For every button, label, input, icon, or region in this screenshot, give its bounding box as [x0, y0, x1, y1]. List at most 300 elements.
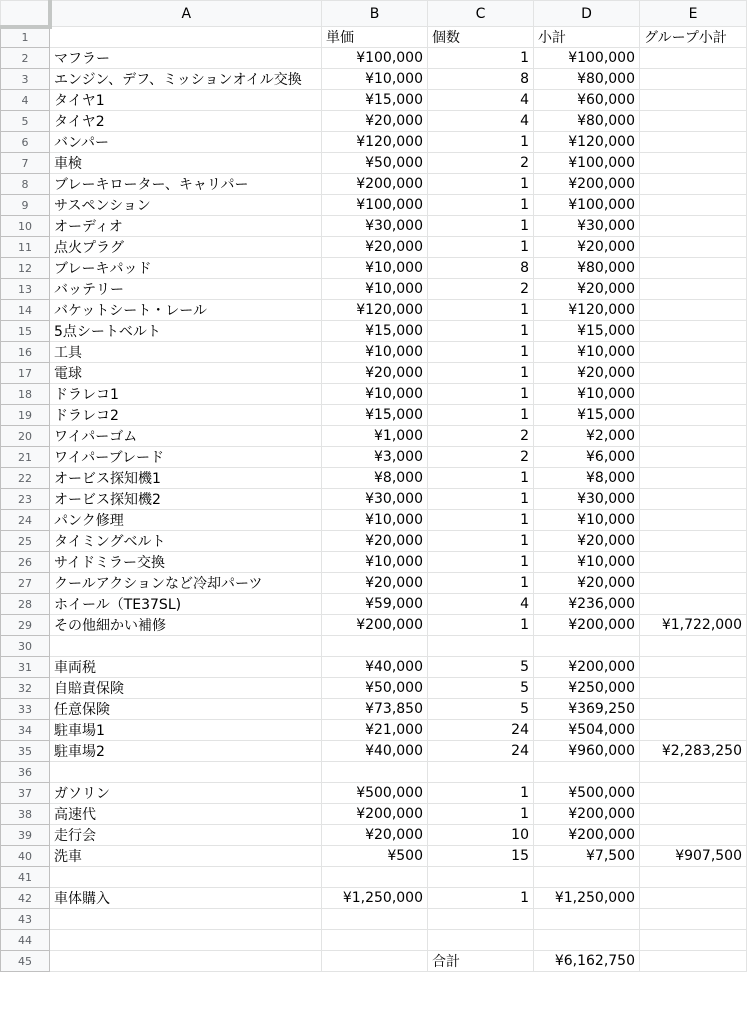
cell-unit-price[interactable]: ¥1,250,000	[322, 888, 428, 909]
cell-unit-price[interactable]: ¥20,000	[322, 363, 428, 384]
cell-unit-price[interactable]: ¥20,000	[322, 573, 428, 594]
table-row	[1, 195, 747, 216]
cell-item-name[interactable]: バンパー	[50, 132, 322, 153]
cell-unit-price[interactable]: ¥10,000	[322, 552, 428, 573]
cell-group-subtotal[interactable]	[640, 468, 747, 489]
cell-quantity[interactable]: 1	[428, 363, 534, 384]
cell-group-subtotal[interactable]	[640, 69, 747, 90]
row-header[interactable]: 9	[1, 195, 50, 216]
cell-subtotal[interactable]: ¥7,500	[534, 846, 640, 867]
row-header[interactable]: 20	[1, 426, 50, 447]
cell-subtotal[interactable]	[534, 909, 640, 930]
cell-subtotal[interactable]: ¥6,000	[534, 447, 640, 468]
cell-quantity[interactable]: 10	[428, 825, 534, 846]
cell-quantity[interactable]: 5	[428, 678, 534, 699]
cell-item-name[interactable]: 電球	[50, 363, 322, 384]
table-row	[1, 48, 747, 69]
cell-subtotal[interactable]: ¥6,162,750	[534, 951, 640, 972]
cell-group-subtotal[interactable]	[640, 153, 747, 174]
cell-item-name[interactable]: ブレーキローター、キャリパー	[50, 174, 322, 195]
cell-quantity[interactable]: 1	[428, 510, 534, 531]
cell-group-subtotal[interactable]	[640, 279, 747, 300]
cell-quantity[interactable]: 1	[428, 615, 534, 636]
cell-unit-price[interactable]: ¥100,000	[322, 48, 428, 69]
cell-quantity[interactable]: 1	[428, 300, 534, 321]
cell-item-name[interactable]: タイミングベルト	[50, 531, 322, 552]
row-header[interactable]: 4	[1, 90, 50, 111]
row-header[interactable]: 38	[1, 804, 50, 825]
cell-subtotal[interactable]: ¥10,000	[534, 510, 640, 531]
cell-quantity[interactable]: 1	[428, 468, 534, 489]
table-row	[1, 258, 747, 279]
cell-quantity[interactable]: 1	[428, 384, 534, 405]
cell-unit-price[interactable]: ¥20,000	[322, 825, 428, 846]
cell-subtotal[interactable]	[534, 762, 640, 783]
cell-group-subtotal[interactable]	[640, 195, 747, 216]
cell-group-subtotal[interactable]	[640, 174, 747, 195]
cell-unit-price[interactable]: ¥500,000	[322, 783, 428, 804]
cell-group-subtotal[interactable]	[640, 132, 747, 153]
cell-group-subtotal[interactable]: グループ小計	[640, 27, 747, 48]
cell-group-subtotal[interactable]	[640, 573, 747, 594]
table-row	[1, 615, 747, 636]
cell-quantity[interactable]: 1	[428, 573, 534, 594]
row-header[interactable]: 37	[1, 783, 50, 804]
row-header[interactable]: 19	[1, 405, 50, 426]
cell-item-name[interactable]: オーディオ	[50, 216, 322, 237]
cell-subtotal[interactable]: ¥10,000	[534, 384, 640, 405]
cell-subtotal[interactable]: ¥500,000	[534, 783, 640, 804]
cell-group-subtotal[interactable]	[640, 405, 747, 426]
cell-group-subtotal[interactable]	[640, 783, 747, 804]
cell-subtotal[interactable]: ¥120,000	[534, 132, 640, 153]
cell-item-name[interactable]: 駐車場1	[50, 720, 322, 741]
cell-unit-price[interactable]: ¥50,000	[322, 153, 428, 174]
table-row	[1, 300, 747, 321]
cell-item-name[interactable]: 5点シートベルト	[50, 321, 322, 342]
cell-item-name[interactable]: 駐車場2	[50, 741, 322, 762]
table-row	[1, 888, 747, 909]
cell-quantity[interactable]: 2	[428, 279, 534, 300]
row-header[interactable]: 30	[1, 636, 50, 657]
table-row	[1, 237, 747, 258]
column-header-e[interactable]: E	[640, 1, 747, 27]
cell-subtotal[interactable]: ¥504,000	[534, 720, 640, 741]
cell-unit-price[interactable]: ¥73,850	[322, 699, 428, 720]
cell-unit-price[interactable]: ¥120,000	[322, 300, 428, 321]
cell-subtotal[interactable]: ¥236,000	[534, 594, 640, 615]
table-row	[1, 216, 747, 237]
cell-quantity[interactable]: 8	[428, 258, 534, 279]
cell-quantity[interactable]	[428, 867, 534, 888]
cell-unit-price[interactable]: ¥8,000	[322, 468, 428, 489]
cell-subtotal[interactable]: ¥80,000	[534, 69, 640, 90]
cell-quantity[interactable]: 2	[428, 153, 534, 174]
cell-subtotal[interactable]: ¥1,250,000	[534, 888, 640, 909]
cell-quantity[interactable]: 1	[428, 342, 534, 363]
cell-subtotal[interactable]: ¥960,000	[534, 741, 640, 762]
cell-quantity[interactable]	[428, 930, 534, 951]
cell-subtotal[interactable]: 小計	[534, 27, 640, 48]
cell-unit-price[interactable]: ¥40,000	[322, 741, 428, 762]
cell-item-name[interactable]: 点火プラグ	[50, 237, 322, 258]
cell-unit-price[interactable]: ¥3,000	[322, 447, 428, 468]
cell-unit-price[interactable]: ¥21,000	[322, 720, 428, 741]
cell-quantity[interactable]: 1	[428, 888, 534, 909]
cell-item-name[interactable]: 車体購入	[50, 888, 322, 909]
row-header[interactable]: 27	[1, 573, 50, 594]
cell-subtotal[interactable]: ¥250,000	[534, 678, 640, 699]
cell-subtotal[interactable]: ¥200,000	[534, 825, 640, 846]
cell-quantity[interactable]: 合計	[428, 951, 534, 972]
cell-quantity[interactable]	[428, 636, 534, 657]
cell-group-subtotal[interactable]	[640, 657, 747, 678]
cell-quantity[interactable]: 5	[428, 657, 534, 678]
cell-group-subtotal[interactable]	[640, 720, 747, 741]
cell-subtotal[interactable]: ¥200,000	[534, 174, 640, 195]
cell-subtotal[interactable]: ¥15,000	[534, 321, 640, 342]
cell-item-name[interactable]: ドラレコ1	[50, 384, 322, 405]
row-header[interactable]: 1	[1, 27, 50, 48]
cell-group-subtotal[interactable]	[640, 552, 747, 573]
cell-unit-price[interactable]: ¥30,000	[322, 216, 428, 237]
cell-quantity[interactable]: 24	[428, 720, 534, 741]
row-header[interactable]: 11	[1, 237, 50, 258]
row-header[interactable]: 34	[1, 720, 50, 741]
cell-quantity[interactable]: 1	[428, 552, 534, 573]
cell-item-name[interactable]	[50, 930, 322, 951]
cell-item-name[interactable]: 工具	[50, 342, 322, 363]
table-row	[1, 846, 747, 867]
cell-item-name[interactable]: 自賠責保険	[50, 678, 322, 699]
cell-subtotal[interactable]: ¥15,000	[534, 405, 640, 426]
cell-item-name[interactable]: サスペンション	[50, 195, 322, 216]
row-header[interactable]: 2	[1, 48, 50, 69]
cell-item-name[interactable]: 車両税	[50, 657, 322, 678]
cell-item-name[interactable]: ワイパーゴム	[50, 426, 322, 447]
cell-group-subtotal[interactable]	[640, 342, 747, 363]
cell-group-subtotal[interactable]	[640, 426, 747, 447]
table-row	[1, 174, 747, 195]
cell-item-name[interactable]	[50, 636, 322, 657]
column-header-d[interactable]: D	[534, 1, 640, 27]
row-header[interactable]: 14	[1, 300, 50, 321]
cell-unit-price[interactable]: ¥200,000	[322, 174, 428, 195]
table-row	[1, 279, 747, 300]
cell-unit-price[interactable]: ¥10,000	[322, 258, 428, 279]
cell-item-name[interactable]	[50, 867, 322, 888]
row-header[interactable]: 41	[1, 867, 50, 888]
row-header[interactable]: 15	[1, 321, 50, 342]
table-row	[1, 678, 747, 699]
cell-quantity[interactable]: 1	[428, 174, 534, 195]
row-header[interactable]: 24	[1, 510, 50, 531]
cell-subtotal[interactable]	[534, 930, 640, 951]
cell-item-name[interactable]: 洗車	[50, 846, 322, 867]
row-header[interactable]: 7	[1, 153, 50, 174]
column-header-c[interactable]: C	[428, 1, 534, 27]
cell-item-name[interactable]: 高速代	[50, 804, 322, 825]
cell-subtotal[interactable]: ¥200,000	[534, 804, 640, 825]
cell-quantity[interactable]	[428, 909, 534, 930]
cell-item-name[interactable]: オービス探知機1	[50, 468, 322, 489]
table-row	[1, 720, 747, 741]
cell-item-name[interactable]: オービス探知機2	[50, 489, 322, 510]
cell-subtotal[interactable]: ¥10,000	[534, 552, 640, 573]
cell-quantity[interactable]: 4	[428, 111, 534, 132]
row-header[interactable]: 32	[1, 678, 50, 699]
row-header[interactable]: 17	[1, 363, 50, 384]
cell-quantity[interactable]: 24	[428, 741, 534, 762]
cell-subtotal[interactable]: ¥20,000	[534, 573, 640, 594]
cell-group-subtotal[interactable]	[640, 510, 747, 531]
cell-group-subtotal[interactable]	[640, 48, 747, 69]
table-row	[1, 153, 747, 174]
cell-group-subtotal[interactable]	[640, 804, 747, 825]
spreadsheet-body	[1, 27, 747, 972]
cell-group-subtotal[interactable]	[640, 531, 747, 552]
table-row	[1, 930, 747, 951]
cell-quantity[interactable]: 1	[428, 321, 534, 342]
cell-quantity[interactable]: 2	[428, 426, 534, 447]
cell-quantity[interactable]: 4	[428, 90, 534, 111]
cell-group-subtotal[interactable]	[640, 111, 747, 132]
cell-unit-price[interactable]	[322, 636, 428, 657]
cell-subtotal[interactable]: ¥20,000	[534, 237, 640, 258]
cell-quantity[interactable]: 個数	[428, 27, 534, 48]
column-header-a[interactable]: A	[50, 1, 322, 27]
cell-item-name[interactable]	[50, 951, 322, 972]
cell-unit-price[interactable]: ¥59,000	[322, 594, 428, 615]
cell-group-subtotal[interactable]: ¥907,500	[640, 846, 747, 867]
cell-quantity[interactable]: 8	[428, 69, 534, 90]
cell-subtotal[interactable]: ¥20,000	[534, 279, 640, 300]
cell-subtotal[interactable]: ¥2,000	[534, 426, 640, 447]
cell-group-subtotal[interactable]	[640, 909, 747, 930]
cell-group-subtotal[interactable]	[640, 699, 747, 720]
row-header[interactable]: 36	[1, 762, 50, 783]
cell-quantity[interactable]: 1	[428, 195, 534, 216]
cell-unit-price[interactable]: ¥10,000	[322, 510, 428, 531]
row-header[interactable]: 3	[1, 69, 50, 90]
cell-item-name[interactable]: その他細かい補修	[50, 615, 322, 636]
cell-quantity[interactable]: 15	[428, 846, 534, 867]
cell-unit-price[interactable]: ¥120,000	[322, 132, 428, 153]
cell-quantity[interactable]: 1	[428, 531, 534, 552]
row-header[interactable]: 28	[1, 594, 50, 615]
cell-quantity[interactable]: 1	[428, 132, 534, 153]
cell-subtotal[interactable]	[534, 636, 640, 657]
row-header[interactable]: 13	[1, 279, 50, 300]
row-header[interactable]: 10	[1, 216, 50, 237]
row-header[interactable]: 21	[1, 447, 50, 468]
cell-unit-price[interactable]	[322, 909, 428, 930]
cell-unit-price[interactable]: ¥40,000	[322, 657, 428, 678]
cell-subtotal[interactable]: ¥100,000	[534, 195, 640, 216]
cell-unit-price[interactable]: ¥20,000	[322, 237, 428, 258]
cell-item-name[interactable]: ホイール（TE37SL)	[50, 594, 322, 615]
cell-group-subtotal[interactable]: ¥2,283,250	[640, 741, 747, 762]
cell-subtotal[interactable]: ¥80,000	[534, 111, 640, 132]
cell-quantity[interactable]: 2	[428, 447, 534, 468]
cell-unit-price[interactable]: ¥500	[322, 846, 428, 867]
table-row	[1, 657, 747, 678]
row-header[interactable]: 16	[1, 342, 50, 363]
select-all-corner[interactable]	[1, 1, 50, 27]
cell-group-subtotal[interactable]	[640, 678, 747, 699]
row-header[interactable]: 25	[1, 531, 50, 552]
row-header[interactable]: 26	[1, 552, 50, 573]
cell-item-name[interactable]: エンジン、デフ、ミッションオイル交換	[50, 69, 322, 90]
row-header[interactable]: 33	[1, 699, 50, 720]
cell-group-subtotal[interactable]	[640, 888, 747, 909]
row-header[interactable]: 8	[1, 174, 50, 195]
row-header[interactable]: 35	[1, 741, 50, 762]
cell-unit-price[interactable]: ¥20,000	[322, 111, 428, 132]
cell-unit-price[interactable]	[322, 867, 428, 888]
row-header[interactable]: 29	[1, 615, 50, 636]
cell-group-subtotal[interactable]	[640, 762, 747, 783]
cell-unit-price[interactable]: ¥50,000	[322, 678, 428, 699]
cell-quantity[interactable]: 1	[428, 48, 534, 69]
cell-group-subtotal[interactable]	[640, 930, 747, 951]
cell-unit-price[interactable]: ¥20,000	[322, 531, 428, 552]
row-header[interactable]: 5	[1, 111, 50, 132]
cell-unit-price[interactable]: ¥15,000	[322, 90, 428, 111]
table-row	[1, 27, 747, 48]
cell-group-subtotal[interactable]	[640, 363, 747, 384]
cell-unit-price[interactable]: ¥10,000	[322, 384, 428, 405]
cell-item-name[interactable]: ワイパーブレード	[50, 447, 322, 468]
cell-subtotal[interactable]: ¥200,000	[534, 615, 640, 636]
cell-subtotal[interactable]: ¥30,000	[534, 489, 640, 510]
row-header[interactable]: 18	[1, 384, 50, 405]
row-header[interactable]: 44	[1, 930, 50, 951]
cell-unit-price[interactable]: ¥1,000	[322, 426, 428, 447]
cell-subtotal[interactable]: ¥10,000	[534, 342, 640, 363]
table-row	[1, 804, 747, 825]
row-header[interactable]: 45	[1, 951, 50, 972]
row-header[interactable]: 39	[1, 825, 50, 846]
row-header[interactable]: 6	[1, 132, 50, 153]
cell-item-name[interactable]: 車検	[50, 153, 322, 174]
cell-group-subtotal[interactable]	[640, 636, 747, 657]
row-header[interactable]: 43	[1, 909, 50, 930]
cell-unit-price[interactable]: ¥30,000	[322, 489, 428, 510]
cell-group-subtotal[interactable]	[640, 237, 747, 258]
cell-item-name[interactable]: ガソリン	[50, 783, 322, 804]
column-header-b[interactable]: B	[322, 1, 428, 27]
cell-group-subtotal[interactable]	[640, 321, 747, 342]
cell-subtotal[interactable]: ¥200,000	[534, 657, 640, 678]
table-row	[1, 594, 747, 615]
cell-unit-price[interactable]	[322, 951, 428, 972]
cell-item-name[interactable]: マフラー	[50, 48, 322, 69]
cell-unit-price[interactable]	[322, 930, 428, 951]
cell-item-name[interactable]	[50, 762, 322, 783]
cell-item-name[interactable]: バケットシート・レール	[50, 300, 322, 321]
cell-item-name[interactable]: 走行会	[50, 825, 322, 846]
cell-group-subtotal[interactable]	[640, 258, 747, 279]
cell-quantity[interactable]: 1	[428, 237, 534, 258]
cell-subtotal[interactable]: ¥20,000	[534, 531, 640, 552]
cell-item-name[interactable]: ブレーキパッド	[50, 258, 322, 279]
cell-item-name[interactable]: タイヤ1	[50, 90, 322, 111]
cell-group-subtotal[interactable]	[640, 447, 747, 468]
cell-unit-price[interactable]: ¥10,000	[322, 279, 428, 300]
cell-group-subtotal[interactable]	[640, 90, 747, 111]
cell-quantity[interactable]: 4	[428, 594, 534, 615]
cell-item-name[interactable]: バッテリー	[50, 279, 322, 300]
row-header[interactable]: 31	[1, 657, 50, 678]
cell-quantity[interactable]: 1	[428, 804, 534, 825]
cell-group-subtotal[interactable]	[640, 216, 747, 237]
cell-quantity[interactable]: 1	[428, 489, 534, 510]
cell-subtotal[interactable]: ¥100,000	[534, 153, 640, 174]
cell-item-name[interactable]: 任意保険	[50, 699, 322, 720]
cell-group-subtotal[interactable]	[640, 384, 747, 405]
table-row	[1, 867, 747, 888]
cell-subtotal[interactable]: ¥8,000	[534, 468, 640, 489]
cell-group-subtotal[interactable]	[640, 951, 747, 972]
cell-quantity[interactable]: 1	[428, 783, 534, 804]
cell-group-subtotal[interactable]	[640, 489, 747, 510]
cell-item-name[interactable]	[50, 909, 322, 930]
cell-item-name[interactable]: パンク修理	[50, 510, 322, 531]
cell-subtotal[interactable]: ¥60,000	[534, 90, 640, 111]
cell-unit-price[interactable]: 単価	[322, 27, 428, 48]
row-header[interactable]: 22	[1, 468, 50, 489]
table-row	[1, 510, 747, 531]
cell-item-name[interactable]: クールアクションなど冷却パーツ	[50, 573, 322, 594]
row-header[interactable]: 42	[1, 888, 50, 909]
cell-unit-price[interactable]	[322, 762, 428, 783]
cell-group-subtotal[interactable]	[640, 594, 747, 615]
row-header[interactable]: 23	[1, 489, 50, 510]
cell-unit-price[interactable]: ¥15,000	[322, 321, 428, 342]
cell-unit-price[interactable]: ¥200,000	[322, 615, 428, 636]
cell-quantity[interactable]: 1	[428, 216, 534, 237]
cell-subtotal[interactable]	[534, 867, 640, 888]
table-row	[1, 489, 747, 510]
table-row	[1, 384, 747, 405]
cell-unit-price[interactable]: ¥100,000	[322, 195, 428, 216]
cell-subtotal[interactable]: ¥20,000	[534, 363, 640, 384]
cell-quantity[interactable]	[428, 762, 534, 783]
cell-group-subtotal[interactable]: ¥1,722,000	[640, 615, 747, 636]
cell-item-name[interactable]: タイヤ2	[50, 111, 322, 132]
row-header[interactable]: 12	[1, 258, 50, 279]
cell-subtotal[interactable]: ¥30,000	[534, 216, 640, 237]
cell-unit-price[interactable]: ¥200,000	[322, 804, 428, 825]
cell-subtotal[interactable]: ¥369,250	[534, 699, 640, 720]
cell-subtotal[interactable]: ¥120,000	[534, 300, 640, 321]
cell-subtotal[interactable]: ¥100,000	[534, 48, 640, 69]
cell-item-name[interactable]: ドラレコ2	[50, 405, 322, 426]
cell-subtotal[interactable]: ¥80,000	[534, 258, 640, 279]
cell-quantity[interactable]: 5	[428, 699, 534, 720]
cell-item-name[interactable]	[50, 27, 322, 48]
cell-item-name[interactable]: サイドミラー交換	[50, 552, 322, 573]
cell-group-subtotal[interactable]	[640, 867, 747, 888]
cell-unit-price[interactable]: ¥15,000	[322, 405, 428, 426]
cell-group-subtotal[interactable]	[640, 300, 747, 321]
cell-unit-price[interactable]: ¥10,000	[322, 342, 428, 363]
cell-group-subtotal[interactable]	[640, 825, 747, 846]
cell-quantity[interactable]: 1	[428, 405, 534, 426]
cell-unit-price[interactable]: ¥10,000	[322, 69, 428, 90]
row-header[interactable]: 40	[1, 846, 50, 867]
